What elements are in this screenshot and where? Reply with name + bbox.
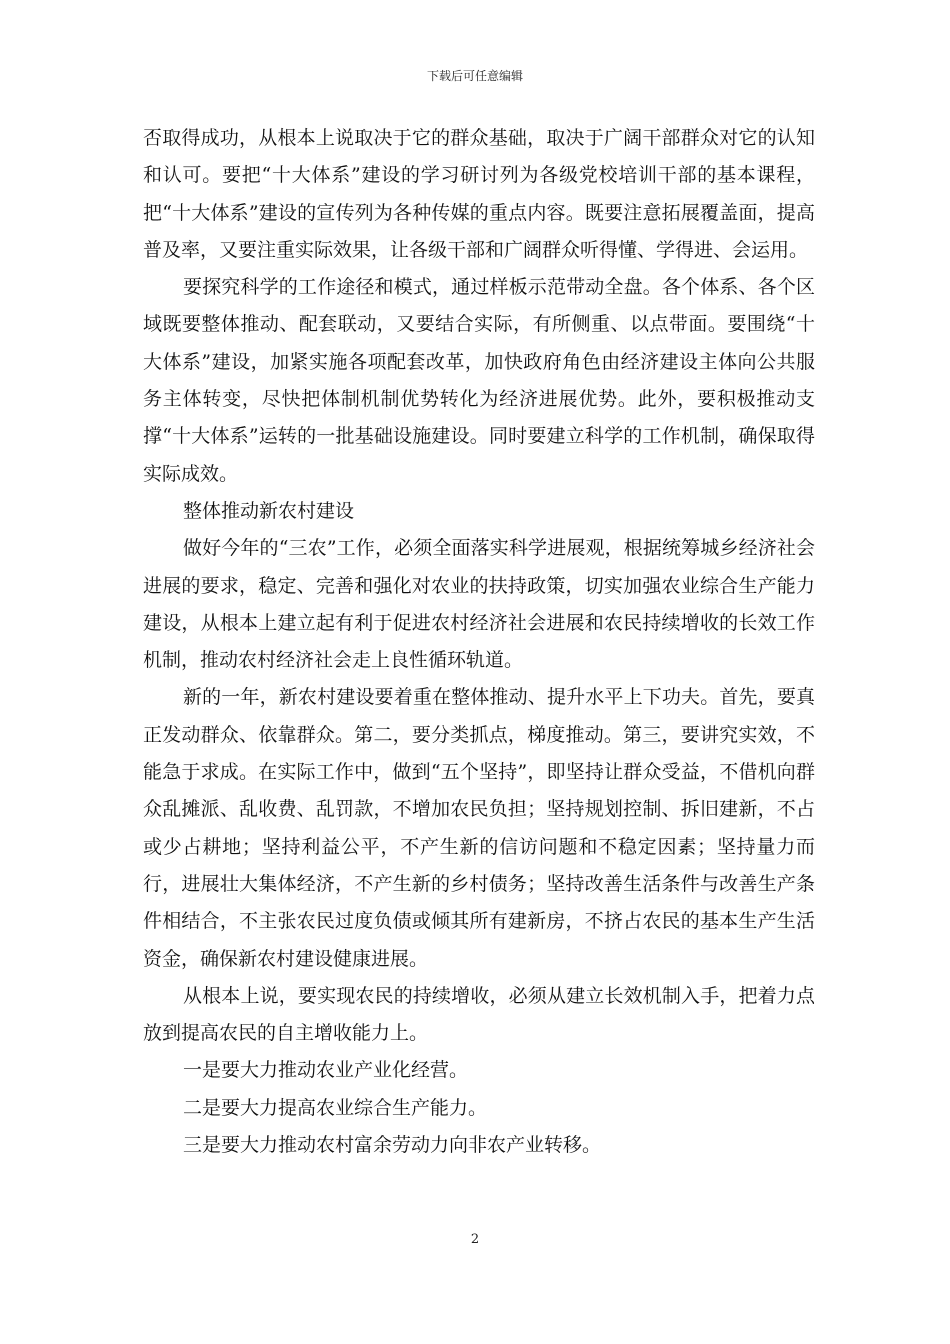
paragraph: 从根本上说，要实现农民的持续增收，必须从建立长效机制入手，把着力点放到提高农民的自主增收能力上。 <box>143 984 815 1045</box>
document-body <box>143 120 815 1164</box>
list-item: 二是要大力提高农业综合生产能力。 <box>183 1096 488 1119</box>
list-item: 三是要大力推动农村富余劳动力向非农产业转移。 <box>183 1134 602 1157</box>
page-header: 下载后可任意编辑 <box>426 69 523 83</box>
section-heading: 整体推动新农村建设 <box>183 499 355 522</box>
list-item: 一是要大力推动农业产业化经营。 <box>183 1059 469 1082</box>
paragraph: 要探究科学的工作途径和模式，通过样板示范带动全盘。各个体系、各个区域既要整体推动、配套联动，又要结合实际，有所侧重、以点带面。要围绕“十大体系”建设，加紧实施各项配套改革，加快政府角色由经济建设主体向公共服务主体转变，尽快把体制机制优势转化为经济进展优势。此外，要积极推动支撑“十大体系”运转的一批基础设施建设。同时要建立科学的工作机制，确保取得实际成效。 <box>143 276 815 485</box>
page-number: 2 <box>470 1232 480 1247</box>
paragraph-continued: 否取得成功，从根本上说取决于它的群众基础，取决于广阔干部群众对它的认知和认可。要把“十大体系”建设的学习研讨列为各级党校培训干部的基本课程，把“十大体系”建设的宣传列为各种传媒的重点内容。既要注意拓展覆盖面，提高普及率，又要注重实际效果，让各级干部和广阔群众听得懂、学得进、会运用。 <box>143 127 815 261</box>
paragraph: 新的一年，新农村建设要着重在整体推动、提升水平上下功夫。首先，要真正发动群众、依靠群众。第二，要分类抓点，梯度推动。第三，要讲究实效，不能急于求成。在实际工作中，做到“五个坚持”，即坚持让群众受益，不借机向群众乱摊派、乱收费、乱罚款，不增加农民负担；坚持规划控制、拆旧建新，不占或少占耕地；坚持利益公平，不产生新的信访问题和不稳定因素；坚持量力而行，进展壮大集体经济，不产生新的乡村债务；坚持改善生活条件与改善生产条件相结合，不主张农民过度负债或倾其所有建新房，不挤占农民的基本生产生活资金，确保新农村建设健康进展。 <box>143 686 815 970</box>
paragraph: 做好今年的“三农”工作，必须全面落实科学进展观，根据统筹城乡经济社会进展的要求，稳定、完善和强化对农业的扶持政策，切实加强农业综合生产能力建设，从根本上建立起有利于促进农村经济社会进展和农民持续增收的长效工作机制，推动农村经济社会走上良性循环轨道。 <box>143 537 815 672</box>
